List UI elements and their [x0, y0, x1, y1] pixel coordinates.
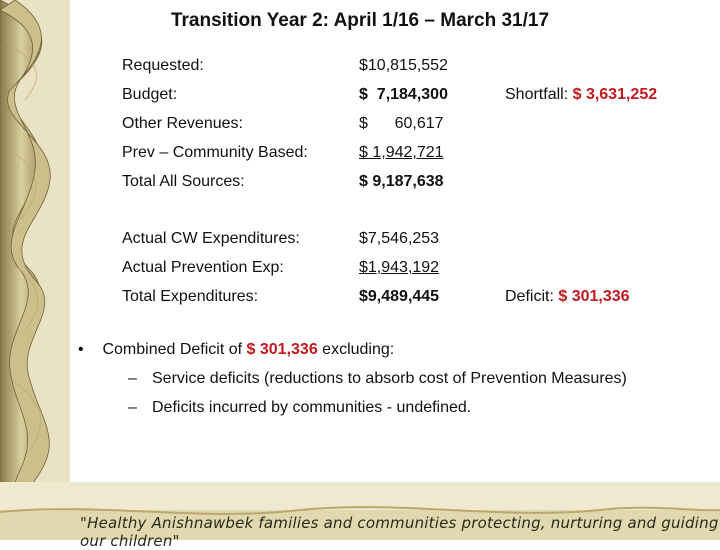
bullet-amount: $ 301,336	[246, 341, 318, 358]
requested-label: Requested:	[122, 57, 204, 74]
budget-label: Budget:	[122, 86, 178, 103]
budget-value: $ 7,184,300	[359, 86, 448, 103]
footer-quote: "Healthy Anishnawbek families and communities protecting, nurturing and guiding our children"	[80, 514, 719, 550]
shortfall-value: $ 3,631,252	[572, 86, 658, 103]
total-expenditures-value: $9,489,445	[359, 288, 440, 305]
requested-value: $10,815,552	[359, 57, 448, 74]
deficit-label: Deficit:	[505, 288, 554, 305]
bullet-suffix: excluding:	[322, 341, 395, 358]
cw-expenditures-label: Actual CW Expenditures:	[122, 230, 300, 247]
shortfall-line	[505, 85, 657, 105]
sub-bullet-text: Deficits incurred by communities - undefined.	[152, 399, 472, 416]
prev-community-value: $ 1,942,721	[359, 144, 444, 161]
total-sources-value: $ 9,187,638	[359, 173, 444, 190]
sub-bullet-text: Service deficits (reductions to absorb cost of Prevention Measures)	[152, 370, 627, 387]
sub-bullet-community-deficits	[128, 398, 471, 418]
shortfall-label: Shortfall:	[505, 86, 569, 103]
combined-deficit-bullet	[78, 340, 394, 360]
deficit-value: $ 301,336	[558, 288, 630, 305]
total-sources-label: Total All Sources:	[122, 173, 245, 190]
total-expenditures-label: Total Expenditures:	[122, 288, 259, 305]
prev-community-label: Prev – Community Based:	[122, 144, 308, 161]
deficit-line	[505, 287, 630, 307]
other-revenues-value: $ 60,617	[359, 115, 444, 132]
dash-icon: –	[128, 399, 137, 416]
prevention-exp-value: $1,943,192	[359, 259, 440, 276]
sub-bullet-service-deficits	[128, 369, 627, 389]
bullet-prefix: Combined Deficit of	[102, 341, 243, 358]
bullet-dot-icon: •	[78, 341, 84, 358]
other-revenues-label: Other Revenues:	[122, 115, 243, 132]
slide-title: Transition Year 2: April 1/16 – March 31/17	[170, 10, 550, 31]
dash-icon: –	[128, 370, 137, 387]
cw-expenditures-value: $7,546,253	[359, 230, 440, 247]
prevention-exp-label: Actual Prevention Exp:	[122, 259, 284, 276]
sweetgrass-braid-image	[0, 0, 70, 540]
